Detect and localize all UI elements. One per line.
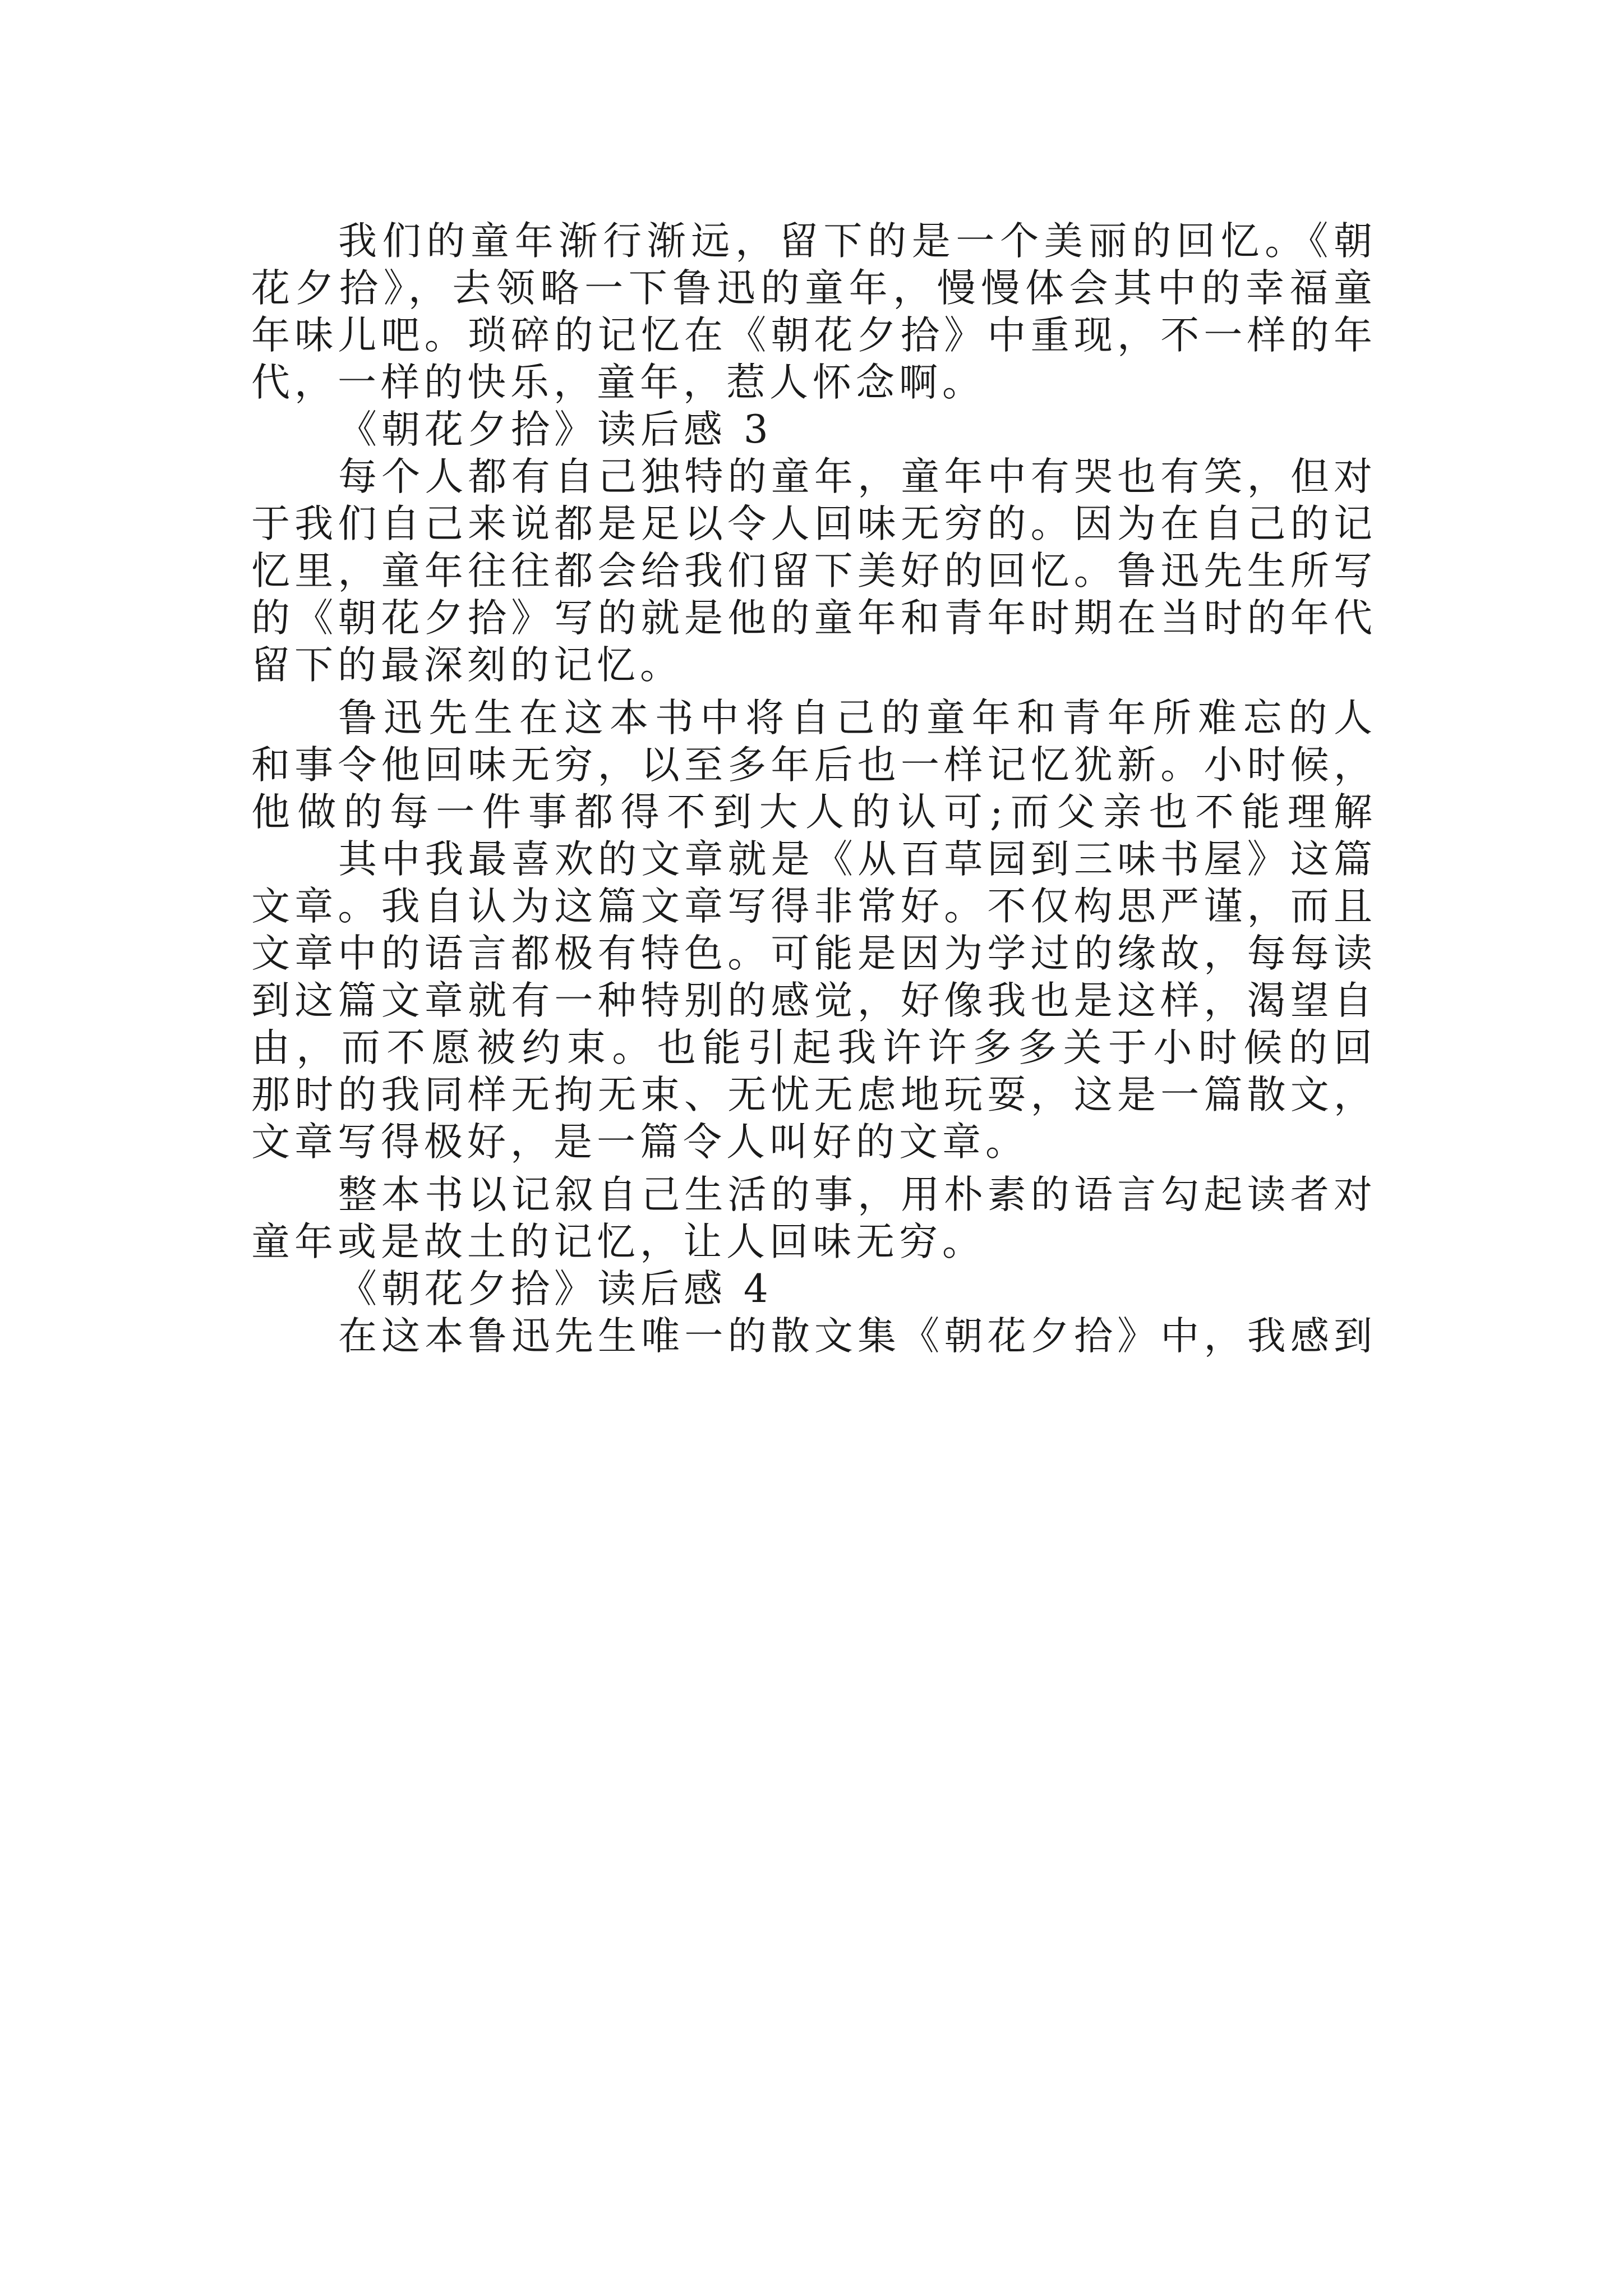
text-line: 文章写得极好，是一篇令人叫好的文章。	[251, 1120, 1029, 1165]
text-line: 我们的童年渐行渐远，留下的是一个美丽的回忆。《朝	[338, 219, 1377, 264]
text-line: 他做的每一件事都得不到大人的认可;而父亲也不能理解	[251, 790, 1377, 835]
text-line: 由，而不愿被约束。也能引起我许许多多关于小时候的回	[251, 1025, 1377, 1070]
text-line: 留下的最深刻的记忆。	[251, 643, 683, 688]
text-line: 于我们自己来说都是足以令人回味无穷的。因为在自己的记	[251, 501, 1377, 546]
text-line: 年味儿吧。琐碎的记忆在《朝花夕拾》中重现，不一样的年	[251, 313, 1377, 358]
text-line: 花夕拾》，去领略一下鲁迅的童年，慢慢体会其中的幸福童	[251, 266, 1377, 311]
text-line: 到这篇文章就有一种特别的感觉，好像我也是这样，渴望自	[251, 978, 1377, 1023]
text-line: 童年或是故土的记忆，让人回味无穷。	[251, 1220, 985, 1264]
text-line: 代，一样的快乐，童年，惹人怀念啊。	[251, 360, 985, 405]
text-line: 和事令他回味无穷，以至多年后也一样记忆犹新。小时候，	[251, 743, 1377, 788]
text-line: 其中我最喜欢的文章就是《从百草园到三味书屋》这篇	[338, 837, 1377, 882]
text-line: 文章。我自认为这篇文章写得非常好。不仅构思严谨，而且	[251, 884, 1377, 929]
section-heading: 《朝花夕拾》读后感 4	[338, 1267, 773, 1312]
text-line: 文章中的语言都极有特色。可能是因为学过的缘故，每每读	[251, 931, 1377, 976]
text-line: 那时的我同样无拘无束、无忧无虑地玩耍，这是一篇散文，	[251, 1073, 1377, 1117]
section-heading: 《朝花夕拾》读后感 3	[338, 407, 773, 452]
text-line: 的《朝花夕拾》写的就是他的童年和青年时期在当时的年代	[251, 596, 1377, 641]
text-line: 在这本鲁迅先生唯一的散文集《朝花夕拾》中，我感到	[338, 1314, 1377, 1359]
text-line: 忆里，童年往往都会给我们留下美好的回忆。鲁迅先生所写	[251, 549, 1377, 593]
text-line: 整本书以记叙自己生活的事，用朴素的语言勾起读者对	[338, 1172, 1377, 1217]
text-line: 鲁迅先生在这本书中将自己的童年和青年所难忘的人	[338, 696, 1377, 740]
text-line: 每个人都有自己独特的童年，童年中有哭也有笑，但对	[338, 454, 1377, 499]
